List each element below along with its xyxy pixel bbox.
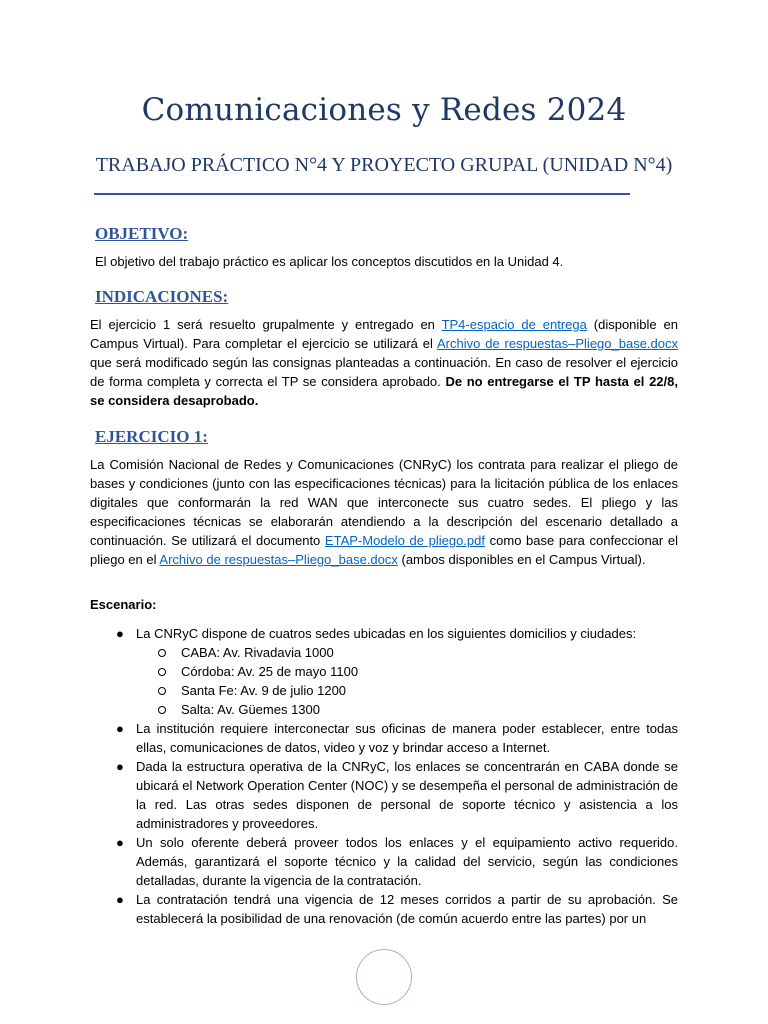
ejercicio1-text-3: (ambos disponibles en el Campus Virtual). — [397, 552, 646, 567]
indicaciones-text-1: El ejercicio 1 será resuelto grupalmente y entregado en — [90, 317, 442, 332]
bullet-icon: ● — [116, 892, 124, 907]
indicaciones-text-3: que será modificado según las consignas planteadas a continuación. En caso de resolver el ejercicio de forma completa y correcta el TP se considera aprobado. — [90, 355, 678, 389]
list-item-text: Un solo oferente deberá proveer todos los enlaces y el equipamiento activo requerido. Además, garantizará el soporte técnico y la calidad del servicio, según las condiciones detalladas, durante la vigencia de la contratación. — [136, 835, 678, 888]
sublist-item-text: CABA: Av. Rivadavia 1000 — [181, 645, 334, 660]
document-title: Comunicaciones y Redes 2024 — [141, 92, 627, 128]
objetivo-heading: OBJETIVO: — [95, 224, 189, 243]
modelo-pliego-link[interactable]: ETAP-Modelo de pliego.pdf — [324, 533, 485, 548]
sublist-item — [136, 700, 678, 719]
list-item-text: La CNRyC dispone de cuatros sedes ubicadas en los siguientes domicilios y ciudades: — [136, 626, 637, 641]
circle-bullet-icon — [158, 668, 166, 676]
archivo-respuestas-link-2[interactable]: Archivo de respuestas–Pliego_base.docx — [159, 552, 398, 567]
list-item — [116, 833, 678, 890]
indicaciones-text-2: (disponible en Campus Virtual). Para completar el ejercicio se utilizará el — [90, 317, 678, 351]
sedes-sublist — [136, 643, 678, 719]
list-item — [116, 757, 678, 833]
list-item-text: Dada la estructura operativa de la CNRyC, los enlaces se concentrarán en CABA donde se ubicará el Network Operation Center (NOC) y se desempeña el personal de administración de la red. Las otras sedes disponen de personal de soporte técnico y asistencia a los administradores y proveedores. — [136, 759, 678, 831]
escenario-list — [0, 624, 768, 928]
bullet-icon: ● — [116, 721, 124, 736]
circle-bullet-icon — [158, 687, 166, 695]
list-item — [116, 719, 678, 757]
list-item — [116, 624, 678, 719]
indicaciones-paragraph — [90, 315, 678, 410]
ejercicio1-text-1: La Comisión Nacional de Redes y Comunicaciones (CNRyC) los contrata para realizar el pliego de bases y condiciones (junto con las especificaciones técnicas) para la licitación pública de los enlaces digitales que conformarán la red WAN que interconecte sus cuatro sedes. El pliego y las especificaciones técnicas se elaborarán atendiendo a la descripción del escenario detallado a continuación. Se utilizará el documento — [90, 457, 678, 548]
ejercicio1-text-2: como base para confeccionar el pliego en el — [90, 533, 678, 567]
title-divider — [94, 193, 630, 195]
sublist-item — [136, 643, 678, 662]
bullet-icon: ● — [116, 835, 124, 850]
sublist-item-text: Córdoba: Av. 25 de mayo 1100 — [181, 664, 359, 679]
list-item — [116, 890, 678, 928]
page-number-circle — [356, 949, 412, 1005]
sublist-item-text: Santa Fe: Av. 9 de julio 1200 — [181, 683, 347, 698]
list-item-text: La institución requiere interconectar sus oficinas de manera poder establecer, entre todas ellas, comunicaciones de datos, video y voz y brindar acceso a Internet. — [136, 721, 678, 755]
bullet-icon: ● — [116, 759, 124, 774]
escenario-label: Escenario: — [90, 597, 157, 612]
bullet-icon: ● — [116, 626, 124, 641]
circle-bullet-icon — [158, 649, 166, 657]
tp4-entrega-link[interactable]: TP4-espacio de entrega — [441, 317, 587, 332]
circle-bullet-icon — [158, 706, 166, 714]
archivo-respuestas-link[interactable]: Archivo de respuestas–Pliego_base.docx — [437, 336, 679, 351]
indicaciones-deadline: De no entregarse el TP hasta el 22/8, se considera desaprobado. — [90, 374, 678, 408]
objetivo-text: El objetivo del trabajo práctico es aplicar los conceptos discutidos en la Unidad 4. — [95, 254, 564, 269]
sublist-item — [136, 681, 678, 700]
ejercicio1-heading: EJERCICIO 1: — [95, 427, 208, 446]
list-item-text: La contratación tendrá una vigencia de 12 meses corridos a partir de su aprobación. Se establecerá la posibilidad de una renovación (de común acuerdo entre las partes) por un — [136, 892, 678, 926]
document-subtitle: TRABAJO PRÁCTICO N°4 Y PROYECTO GRUPAL (UNIDAD N°4) — [95, 154, 673, 176]
sublist-item-text: Salta: Av. Güemes 1300 — [181, 702, 320, 717]
ejercicio1-paragraph — [90, 455, 678, 569]
sublist-item — [136, 662, 678, 681]
indicaciones-heading: INDICACIONES: — [95, 287, 229, 306]
